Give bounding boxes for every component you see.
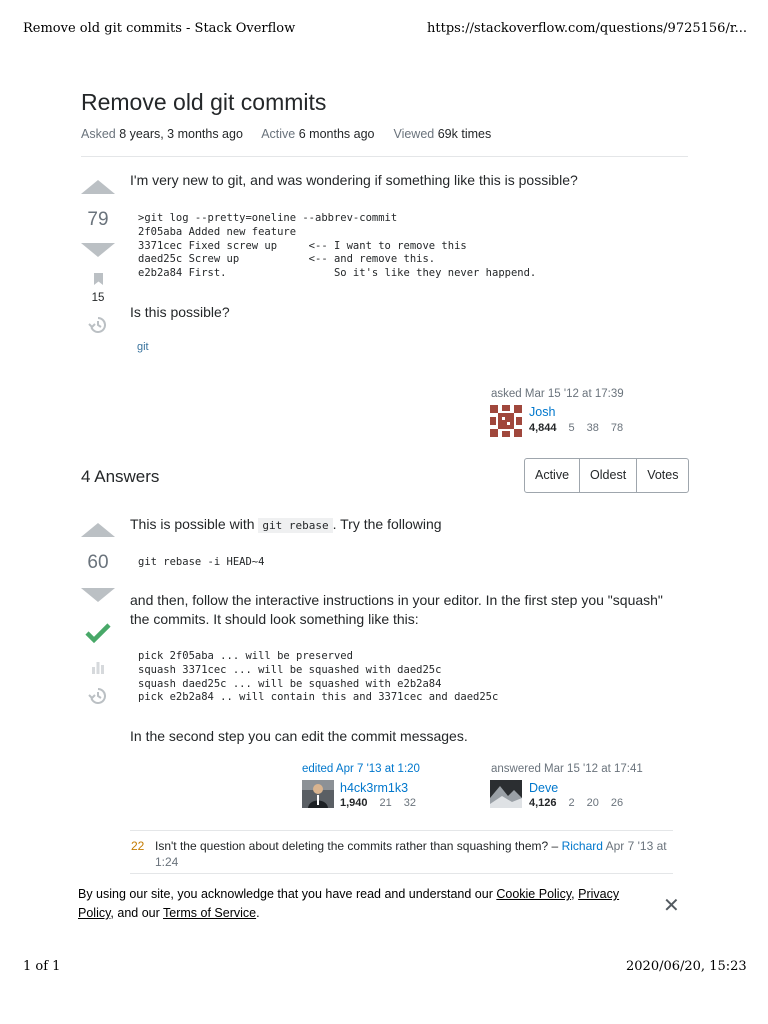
question-code-block: >git log --pretty=oneline --abbrev-commit 2f05aba Added new feature 3371cec Fixed screw up <-- I want to remove this daed25c Screw up <-- and remove this. e2b2a84 First. So it's like they never happend.	[138, 212, 537, 280]
edited-timestamp[interactable]: edited Apr 7 '13 at 1:20	[302, 763, 420, 775]
tab-oldest[interactable]: Oldest	[580, 459, 637, 492]
question-score: 79	[87, 209, 109, 230]
answer-paragraph-squash: and then, follow the interactive instructions in your editor. In the first step you "squash" the commits. It should look something like this:	[130, 592, 663, 627]
answerer-reputation	[529, 797, 623, 809]
answerer-user-name[interactable]: Deve	[529, 781, 559, 795]
answer-upvote-icon[interactable]	[81, 523, 115, 537]
comment-score: 22	[131, 839, 145, 853]
editor-reputation	[340, 797, 416, 809]
history-icon[interactable]	[88, 317, 106, 333]
editor-rep: 1,940	[340, 797, 368, 809]
question-upvote-icon[interactable]	[81, 180, 115, 194]
answerer-silver: 20	[586, 797, 599, 809]
tag-git[interactable]: git	[137, 341, 149, 353]
answers-count: 4 Answers	[81, 467, 160, 486]
viewed-value: 69k times	[437, 127, 492, 141]
cookie-period: .	[256, 906, 260, 920]
title-divider	[81, 156, 688, 157]
asked-user-bronze: 78	[610, 422, 624, 434]
print-page-url: https://stackoverflow.com/questions/9725156/r...	[427, 21, 748, 36]
asked-user-rep: 4,844	[529, 422, 557, 434]
answer-code-rebase: git rebase -i HEAD~4	[138, 556, 265, 568]
comment-user[interactable]: Richard	[561, 839, 603, 853]
answer-intro	[130, 515, 442, 535]
editor-user-name[interactable]: h4ck3rm1k3	[340, 781, 409, 795]
answer-score: 60	[87, 552, 109, 573]
answer-paragraph-edit: In the second step you can edit the commit messages.	[130, 728, 468, 744]
cookie-text: By using our site, you acknowledge that you have read and understand our	[78, 887, 493, 901]
answerer-bronze: 26	[610, 797, 624, 809]
privacy-policy-link[interactable]: Privacy Policy	[78, 887, 620, 920]
active-value[interactable]: 6 months ago	[298, 127, 375, 141]
question-intro: I'm very new to git, and was wondering if something like this is possible?	[130, 172, 578, 188]
answer-code-squash: pick 2f05aba ... will be preserved squash 3371cec ... will be squashed with daed25c squash daed25c ... will be squashed with e2b2a84 pick e2b2a84 .. will contain this and 3371cec and daed25c	[138, 650, 499, 704]
cookie-comma: ,	[571, 887, 575, 901]
comment-body	[155, 838, 675, 870]
answer-intro-code: git rebase	[258, 518, 332, 533]
editor-gold: 21	[379, 797, 392, 809]
answered-timestamp: answered Mar 15 '12 at 17:41	[491, 763, 643, 775]
answerer-gold: 2	[568, 797, 575, 809]
terms-of-service-link[interactable]: Terms of Service	[163, 906, 257, 920]
bookmark-icon[interactable]	[93, 272, 104, 286]
asked-label: Asked	[81, 127, 116, 141]
answer-history-icon[interactable]	[88, 688, 106, 704]
question-downvote-icon[interactable]	[81, 243, 115, 257]
tab-votes[interactable]: Votes	[647, 468, 679, 482]
avatar-josh[interactable]	[490, 405, 522, 437]
asked-value: 8 years, 3 months ago	[119, 127, 243, 141]
print-page-title: Remove old git commits - Stack Overflow	[23, 21, 296, 36]
cookie-policy-link[interactable]: Cookie Policy	[496, 887, 572, 901]
asked-user-silver: 38	[586, 422, 599, 434]
active-label: Active	[261, 127, 296, 141]
asked-user-reputation	[529, 422, 623, 434]
avatar-h4ck3rm1k3[interactable]	[302, 780, 334, 808]
editor-silver: 32	[403, 797, 417, 809]
print-datetime: 2020/06/20, 15:23	[626, 959, 747, 974]
tab-active[interactable]: Active	[525, 459, 580, 492]
cookie-banner	[78, 885, 658, 923]
comment-text: Isn't the question about deleting the commits rather than squashing them? –	[155, 839, 559, 853]
cookie-and-our: , and our	[110, 906, 160, 920]
bookmark-count: 15	[91, 292, 105, 304]
avatar-deve[interactable]	[490, 780, 522, 808]
answer-intro-pre: This is possible with	[130, 516, 255, 532]
close-icon[interactable]: ✕	[663, 895, 680, 917]
question-outro: Is this possible?	[130, 304, 230, 320]
accepted-checkmark-icon	[85, 622, 111, 644]
comment-divider-top	[130, 830, 673, 831]
asked-user-name[interactable]: Josh	[529, 405, 556, 419]
asked-timestamp: asked Mar 15 '12 at 17:39	[491, 388, 624, 400]
print-page-number: 1 of 1	[23, 959, 61, 974]
answerer-rep: 4,126	[529, 797, 557, 809]
comment-date: Apr 7 '13 at 1:24	[155, 839, 667, 869]
asked-user-gold: 5	[568, 422, 575, 434]
viewed-label: Viewed	[393, 127, 435, 141]
comment-divider-bottom	[130, 873, 673, 874]
activity-chart-icon[interactable]	[91, 661, 105, 675]
answer-sort-tabs	[524, 458, 689, 493]
answer-intro-post: . Try the following	[332, 516, 442, 532]
question-meta	[81, 127, 491, 141]
question-title[interactable]: Remove old git commits	[81, 89, 327, 115]
answer-downvote-icon[interactable]	[81, 588, 115, 602]
